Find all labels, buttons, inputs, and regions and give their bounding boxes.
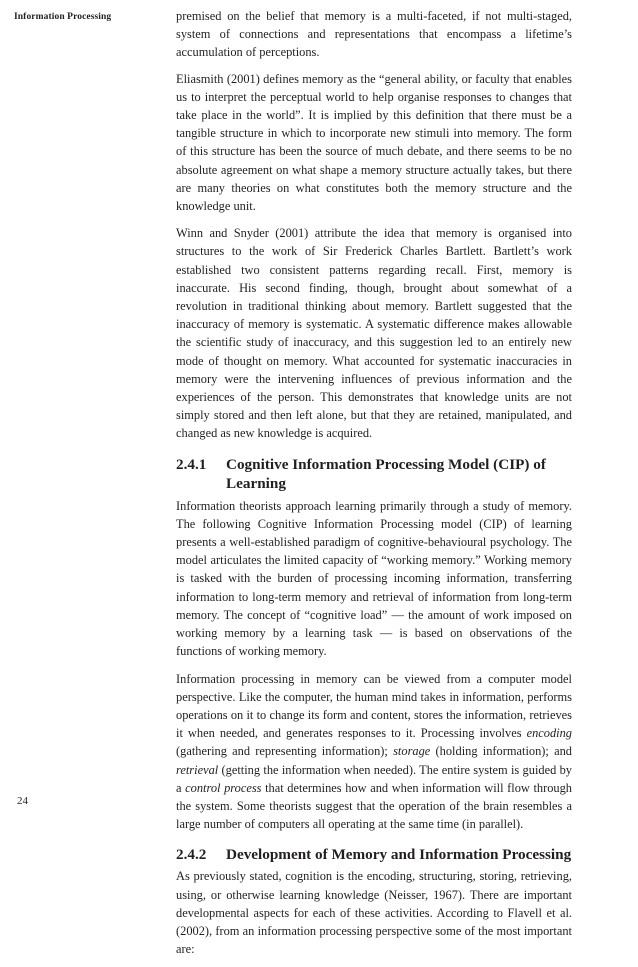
section-number: 2.4.1: [176, 455, 207, 473]
text-run: (getting the information when needed). The entire system is guided by a: [176, 762, 572, 795]
emphasis-encoding: encoding: [526, 726, 572, 741]
section-heading-2-4-1: [176, 455, 572, 493]
page-number: 24: [17, 795, 28, 807]
paragraph: Eliasmith (2001) defines memory as the “general ability, or faculty that enables us to interpret the perceptual world to help organise responses to changes that take place in the world”. It is implied by this definition that there must be a tangible structure in which to incorporate new stimuli into memory. The form of this structure has been the source of much debate, and there seems to be no absolute agreement on what shape a memory structure actually takes, but there are many theories on what constitutes both the memory structure and the knowledge unit.: [176, 71, 572, 214]
text-run: Information processing in memory can be viewed from a computer model perspective. Like the computer, the human mind takes in information, performs operations on it to change its form and content, stores the information, retrieves it when needed, and generates responses to it. Processing involves: [176, 671, 572, 741]
section-title: Development of Memory and Information Processing: [226, 846, 572, 864]
emphasis-control-process: control process: [185, 780, 262, 795]
section-heading-2-4-2: [176, 845, 572, 864]
text-run: that determines how and when information will flow through the system. Some theorists suggest that the operation of the brain resembles a large number of computers all operating at the same time (in parallel).: [176, 780, 573, 832]
paragraph: As previously stated, cognition is the encoding, structuring, storing, retrieving, using, or otherwise learning knowledge (Neisser, 1967). There are important developmental aspects for each of these activities. According to Flavell et al. (2002), from an information processing perspective some of the most important are:: [176, 869, 572, 957]
paragraph: Winn and Snyder (2001) attribute the idea that memory is organised into structures to the work of Sir Frederick Charles Bartlett. Bartlett’s work established two consistent patterns regarding recall. First, memory is inaccurate. His second finding, though, brought about somewhat of a revolution in traditional thinking about memory. Bartlett suggested that the inaccuracy of memory is systematic. A systematic difference makes allowable the scientific study of inaccuracy, and this suggestion led to an entirely new mode of thought on memory. What accounted for systematic inaccuracies in memory were the intervening influences of previous information and the experiences of the person. This demonstrates that knowledge units are not simply stored and then left alone, but that they are retained, manipulated, and changed as new knowledge is acquired.: [176, 226, 572, 441]
section-number: 2.4.2: [176, 846, 207, 864]
emphasis-storage: storage: [393, 744, 431, 759]
paragraph: premised on the belief that memory is a multi-faceted, if not multi-staged, system of connections and representations that encompass a lifetime’s accumulation of perceptions.: [176, 9, 572, 60]
paragraph: Information theorists approach learning primarily through a study of memory. The following Cognitive Information Processing model (CIP) of learning presents a well-established paradigm of cognitive-behavioural psychology. The model articulates the limited capacity of “working memory.” Working memory is tasked with the burden of processing incoming information, transferring information to long-term memory and retrieval of information from long-term memory. The concept of “cognitive load” — the amount of work imposed on working memory by a learning task — is based on observations of the functions of working memory.: [176, 498, 572, 659]
section-title: Cognitive Information Processing Model (CIP) of Learning: [226, 455, 546, 492]
text-run: (holding information); and: [430, 744, 572, 759]
running-head: Information Processing: [14, 12, 112, 22]
emphasis-retrieval: retrieval: [176, 762, 219, 777]
text-run: (gathering and representing information);: [176, 744, 394, 759]
paragraph: [176, 670, 572, 834]
page-body: [176, 7, 572, 967]
